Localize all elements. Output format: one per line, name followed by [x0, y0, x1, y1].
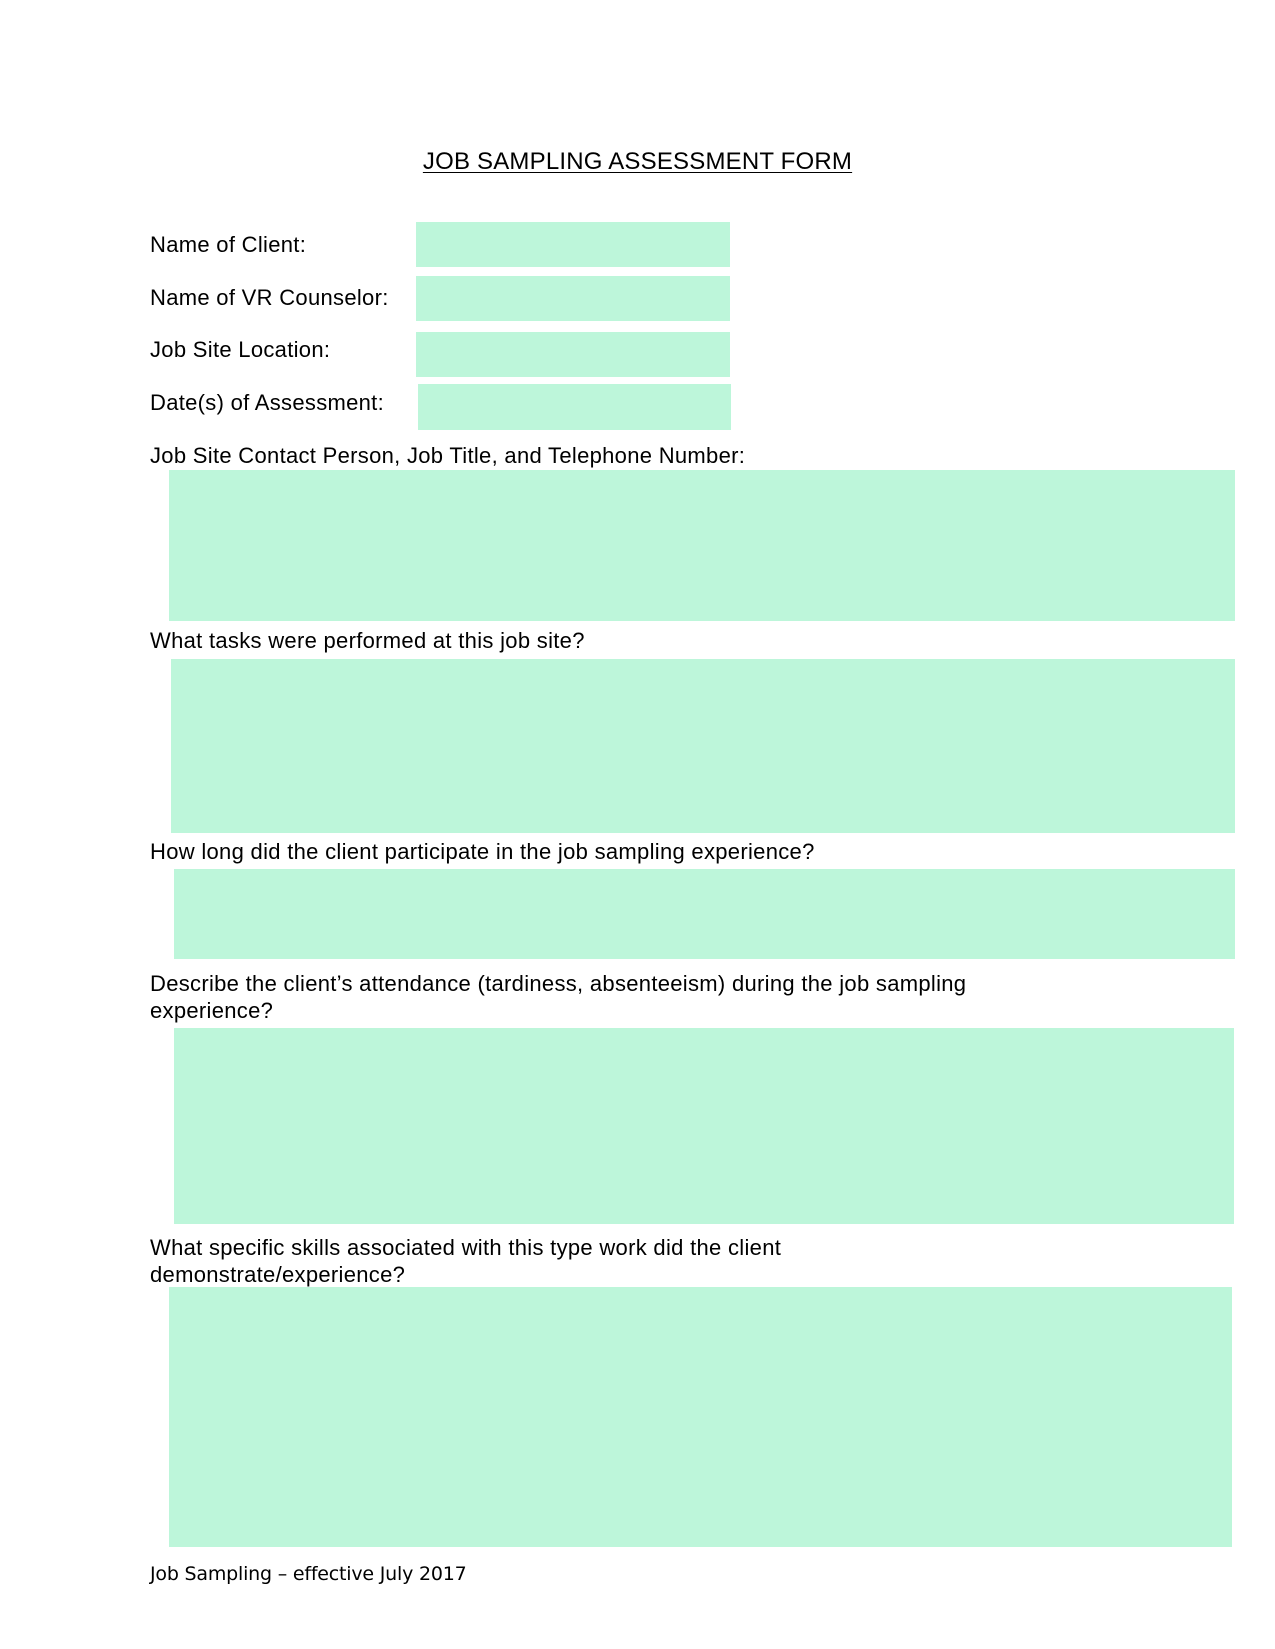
counselor-name-label: Name of VR Counselor:: [150, 285, 389, 310]
footer-text: Job Sampling – effective July 2017: [150, 1563, 467, 1585]
tasks-performed-label: What tasks were performed at this job site?: [150, 628, 585, 653]
assessment-dates-field[interactable]: [418, 384, 731, 430]
page-title: JOB SAMPLING ASSESSMENT FORM: [422, 148, 853, 175]
skills-label-line2: demonstrate/experience?: [150, 1262, 406, 1287]
attendance-label-line1: Describe the client’s attendance (tardiness, absenteeism) during the job sampling: [150, 971, 967, 996]
counselor-name-field[interactable]: [416, 276, 730, 321]
skills-label-line1: What specific skills associated with this type work did the client: [150, 1235, 782, 1260]
client-name-field[interactable]: [416, 222, 730, 267]
client-name-label: Name of Client:: [150, 232, 307, 257]
tasks-performed-field[interactable]: [171, 659, 1235, 833]
attendance-field[interactable]: [174, 1028, 1234, 1224]
assessment-dates-label: Date(s) of Assessment:: [150, 390, 385, 415]
participation-duration-label: How long did the client participate in the job sampling experience?: [150, 839, 815, 864]
participation-duration-field[interactable]: [174, 869, 1235, 959]
job-site-location-label: Job Site Location:: [150, 337, 331, 362]
contact-person-label: Job Site Contact Person, Job Title, and Telephone Number:: [150, 443, 746, 468]
skills-field[interactable]: [169, 1287, 1232, 1547]
contact-person-field[interactable]: [169, 470, 1235, 621]
job-site-location-field[interactable]: [416, 332, 730, 377]
attendance-label-line2: experience?: [150, 998, 274, 1023]
